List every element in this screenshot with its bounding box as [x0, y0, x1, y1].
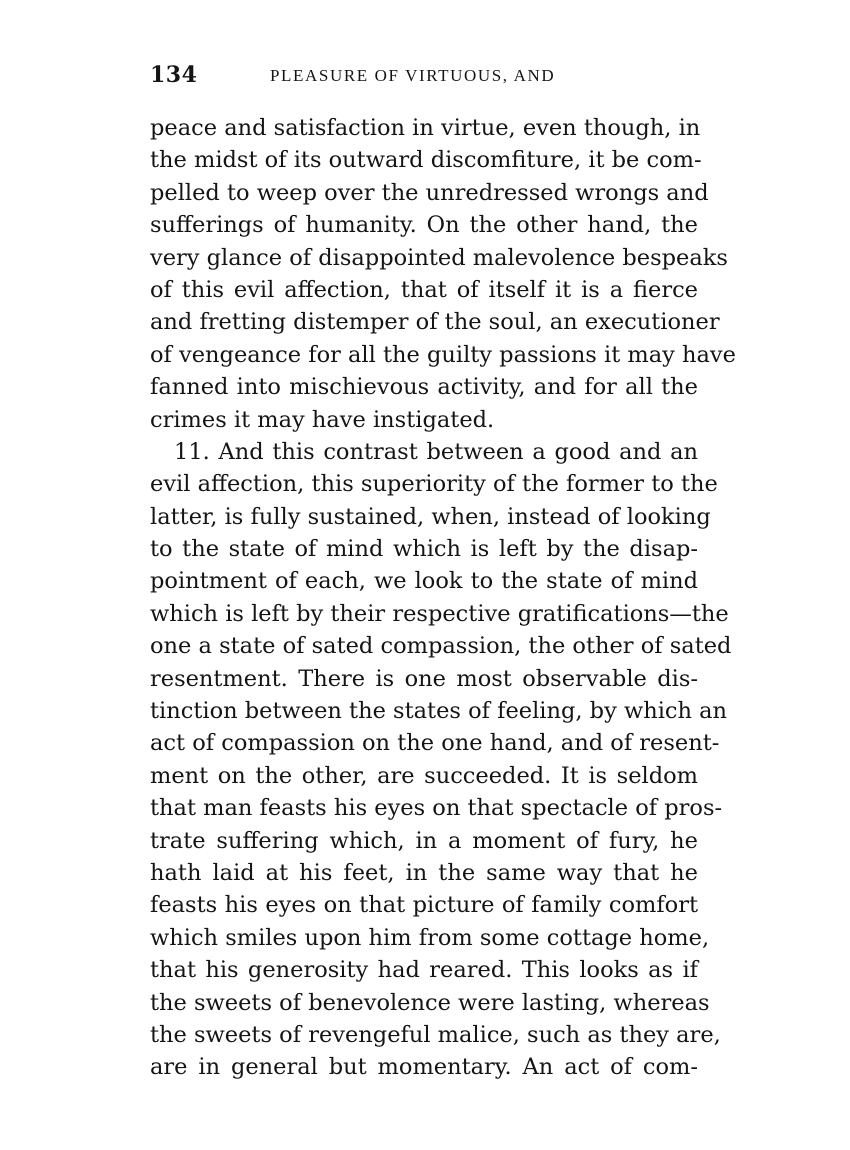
text-line: the sweets of revengeful malice, such as they are,	[150, 1021, 721, 1048]
text-line: which smiles upon him from some cottage home,	[150, 924, 710, 951]
text-line: evil affection, this superiority of the former to the	[150, 471, 718, 498]
page-number: 134	[150, 62, 198, 88]
text-line: one a state of sated compassion, the other of sated	[150, 633, 732, 660]
text-line: of vengeance for all the guilty passions it may have	[150, 341, 736, 368]
running-head	[150, 62, 700, 92]
text-line: the sweets of benevolence were lasting, whereas	[150, 989, 710, 1016]
text-line: of this evil affection, that of itself it is a fierce	[150, 276, 698, 303]
text-line: that his generosity had reared. This looks as if	[150, 957, 698, 984]
text-line: that man feasts his eyes on that spectacle of pros-	[150, 795, 723, 822]
text-line: pointment of each, we look to the state of mind	[150, 568, 698, 595]
text-line: hath laid at his feet, in the same way that he	[150, 859, 698, 886]
text-line: and fretting distemper of the soul, an executioner	[150, 309, 720, 336]
text-line: which is left by their respective gratifications—the	[150, 600, 729, 627]
section-start-line: 11. And this contrast between a good and an	[174, 438, 698, 465]
running-title: PLEASURE OF VIRTUOUS, AND	[270, 66, 556, 85]
text-line: ment on the other, are succeeded. It is seldom	[150, 762, 698, 789]
paragraph-end-line: crimes it may have instigated.	[150, 406, 495, 433]
text-line: act of compassion on the one hand, and of resent-	[150, 730, 720, 757]
text-line: resentment. There is one most observable dis-	[150, 665, 698, 692]
text-line: pelled to weep over the unredressed wrongs and	[150, 179, 709, 206]
text-line: latter, is fully sustained, when, instead of looking	[150, 503, 711, 530]
text-line: to the state of mind which is left by the disap-	[150, 536, 698, 563]
text-line: sufferings of humanity. On the other hand, the	[150, 212, 698, 239]
text-line: tinction between the states of feeling, by which an	[150, 698, 728, 725]
text-line: fanned into mischievous activity, and for all the	[150, 374, 698, 401]
text-line: are in general but momentary. An act of com-	[150, 1054, 698, 1081]
text-line: the midst of its outward discomfiture, it be com-	[150, 147, 702, 174]
text-line: trate suffering which, in a moment of fury, he	[150, 827, 698, 854]
text-line: feasts his eyes on that picture of family comfort	[150, 892, 698, 919]
text-line: very glance of disappointed malevolence bespeaks	[150, 244, 728, 271]
text-line: peace and satisfaction in virtue, even though, in	[150, 115, 701, 141]
body-text	[150, 112, 736, 1084]
